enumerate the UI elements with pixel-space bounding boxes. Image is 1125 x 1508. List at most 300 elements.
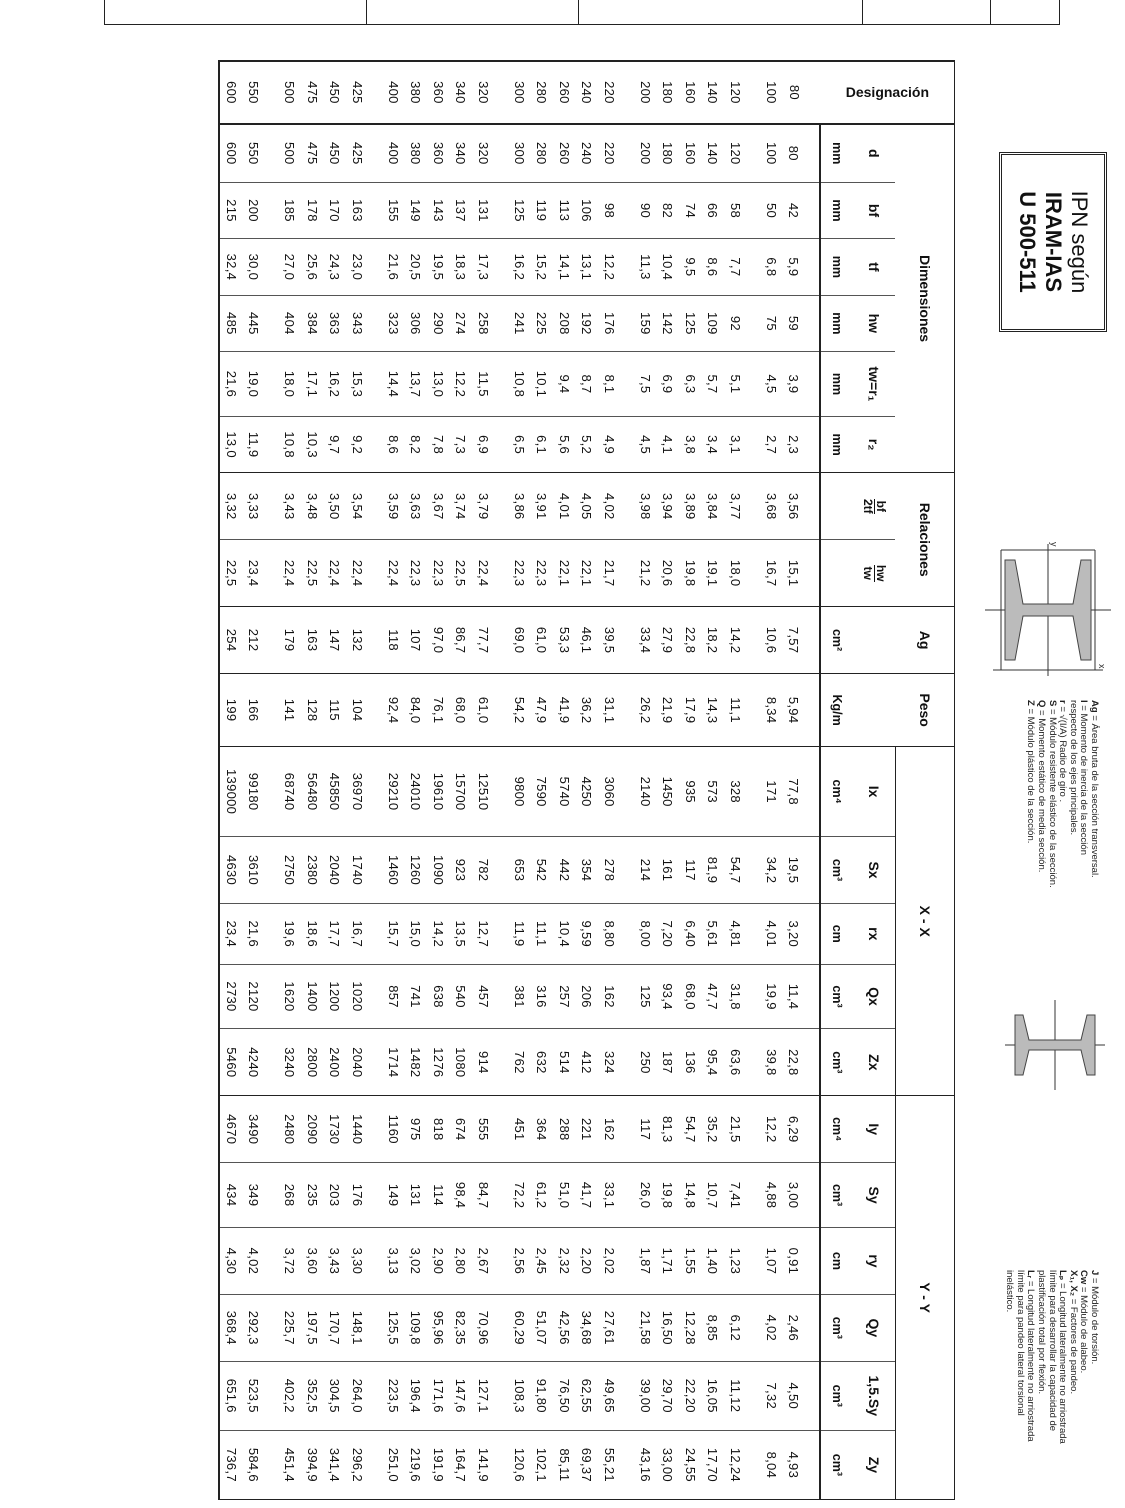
table-cell: 4250 (575, 747, 597, 837)
table-cell: 1482 (405, 1029, 427, 1096)
unit-header: cm⁴ (820, 1096, 853, 1163)
title-line-1: IPN según (1067, 190, 1092, 294)
table-cell: 3610 (242, 837, 278, 904)
table-cell: 2,56 (508, 1227, 530, 1294)
table-cell: 250 (634, 1029, 656, 1096)
table-cell: 9,59 (575, 903, 597, 964)
designation-cell: 140 (701, 61, 723, 124)
table-cell: 19,1 (701, 540, 723, 607)
table-cell: 3,30 (346, 1227, 382, 1294)
table-cell: 70,96 (472, 1294, 508, 1361)
table-cell: 3,60 (301, 1227, 323, 1294)
table-row (575, 61, 597, 1500)
table-cell: 93,4 (657, 964, 679, 1029)
dimensiones-header: Dimensiones (896, 124, 955, 473)
table-cell: 22,5 (450, 540, 472, 607)
table-cell: 19,5 (783, 837, 820, 904)
table-cell: 2730 (219, 964, 242, 1029)
table-cell: 340 (450, 124, 472, 183)
table-cell: 34,2 (760, 837, 782, 904)
table-cell: 550 (242, 124, 278, 183)
table-cell: 2090 (301, 1096, 323, 1163)
table-cell: 2140 (634, 747, 656, 837)
table-cell: 3,74 (450, 473, 472, 540)
title-line-2: IRAM-IAS (1041, 191, 1066, 293)
table-cell: 56480 (301, 747, 323, 837)
table-cell: 36,2 (575, 674, 597, 747)
table-cell: 139000 (219, 747, 242, 837)
table-cell: 555 (472, 1096, 508, 1163)
table-row (219, 61, 242, 1500)
table-cell: 72,2 (508, 1163, 530, 1228)
column-header: ry (853, 1227, 896, 1294)
table-cell: 290 (427, 295, 449, 351)
table-cell: 258 (472, 295, 508, 351)
table-cell: 540 (450, 964, 472, 1029)
table-cell: 161 (657, 837, 679, 904)
table-cell: 50 (760, 182, 782, 238)
table-cell: 1620 (279, 964, 301, 1029)
table-cell: 7590 (531, 747, 553, 837)
table-cell: 33,4 (634, 607, 656, 674)
table-cell: 3,79 (472, 473, 508, 540)
table-cell: 34,68 (575, 1294, 597, 1361)
table-row (346, 61, 382, 1500)
table-cell: 15,7 (382, 903, 404, 964)
table-cell: 14,1 (553, 239, 575, 295)
table-cell: 11,1 (531, 903, 553, 964)
table-row (701, 61, 723, 1500)
table-cell: 197,5 (301, 1294, 323, 1361)
table-cell: 9,5 (679, 239, 701, 295)
table-cell: 61,2 (531, 1163, 553, 1228)
table-cell: 178 (301, 182, 323, 238)
table-cell: 782 (472, 837, 508, 904)
table-cell: 27,61 (598, 1294, 634, 1361)
table-cell: 523,5 (242, 1361, 278, 1430)
table-cell: 6,5 (508, 416, 530, 472)
table-cell: 3,50 (324, 473, 346, 540)
table-cell: 106 (575, 182, 597, 238)
table-cell: 442 (553, 837, 575, 904)
table-cell: 352,5 (301, 1361, 323, 1430)
table-cell: 91,80 (531, 1361, 553, 1430)
column-header: bf 2tf (853, 473, 896, 540)
table-row (324, 61, 346, 1500)
designation-cell: 300 (508, 61, 530, 124)
table-cell: 354 (575, 837, 597, 904)
table-cell: 149 (382, 1163, 404, 1228)
table-cell: 206 (575, 964, 597, 1029)
table-cell: 2,45 (531, 1227, 553, 1294)
table-cell: 3,77 (724, 473, 760, 540)
table-cell: 80 (783, 124, 820, 183)
table-cell: 22,8 (679, 607, 701, 674)
table-cell: 14,4 (382, 352, 404, 417)
table-cell: 13,5 (450, 903, 472, 964)
table-cell: 24,55 (679, 1430, 701, 1499)
table-cell: 36970 (346, 747, 382, 837)
table-cell: 6,40 (679, 903, 701, 964)
table-cell: 187 (657, 1029, 679, 1096)
table-cell: 653 (508, 837, 530, 904)
table-cell: 349 (242, 1163, 278, 1228)
table-cell: 39,8 (760, 1029, 782, 1096)
table-cell: 3,00 (783, 1163, 820, 1228)
table-cell: 4,9 (598, 416, 634, 472)
table-cell: 260 (553, 124, 575, 183)
table-cell: 736,7 (219, 1430, 242, 1499)
legend-item: Lₚ = Longitud lateralmente no arriostrada (1057, 1270, 1069, 1444)
table-cell: 381 (508, 964, 530, 1029)
table-cell: 12510 (472, 747, 508, 837)
table-cell: 425 (346, 124, 382, 183)
table-row (531, 61, 553, 1500)
table-cell: 18,0 (279, 352, 301, 417)
table-cell: 21,58 (634, 1294, 656, 1361)
table-cell: 22,4 (279, 540, 301, 607)
table-cell: 54,2 (508, 674, 530, 747)
table-cell: 109 (701, 295, 723, 351)
table-cell: 17,70 (701, 1430, 723, 1499)
table-cell: 4,81 (724, 903, 760, 964)
table-cell: 22,5 (219, 540, 242, 607)
table-cell: 142 (657, 295, 679, 351)
table-cell: 125,5 (382, 1294, 404, 1361)
table-cell: 288 (553, 1096, 575, 1163)
table-cell: 155 (382, 182, 404, 238)
table-cell: 147,6 (450, 1361, 472, 1430)
table-cell: 54,7 (724, 837, 760, 904)
table-cell: 3,91 (531, 473, 553, 540)
table-cell: 215 (219, 182, 242, 238)
designation-cell: 200 (634, 61, 656, 124)
table-cell: 3,8 (679, 416, 701, 472)
table-cell: 23,4 (219, 903, 242, 964)
table-cell: 114 (427, 1163, 449, 1228)
designation-cell: 500 (279, 61, 301, 124)
table-cell: 22,3 (427, 540, 449, 607)
column-header: tw=r₁ (853, 352, 896, 417)
table-cell: 86,7 (450, 607, 472, 674)
table-cell: 4,02 (598, 473, 634, 540)
table-cell: 137 (450, 182, 472, 238)
table-cell: 14,3 (701, 674, 723, 747)
table-cell: 12,2 (598, 239, 634, 295)
table-cell: 1160 (382, 1096, 404, 1163)
table-cell: 220 (598, 124, 634, 183)
table-cell: 11,1 (724, 674, 760, 747)
unit-header: cm³ (820, 1294, 853, 1361)
table-cell: 8,1 (598, 352, 634, 417)
table-cell: 25,6 (301, 239, 323, 295)
table-cell: 81,3 (657, 1096, 679, 1163)
table-cell: 21,6 (219, 352, 242, 417)
table-cell: 141 (279, 674, 301, 747)
table-cell: 32,4 (219, 239, 242, 295)
table-cell: 47,7 (701, 964, 723, 1029)
column-header: rx (853, 903, 896, 964)
table-cell: 3,43 (279, 473, 301, 540)
table-cell: 68,0 (679, 964, 701, 1029)
table-cell: 31,8 (724, 964, 760, 1029)
table-cell: 7,3 (450, 416, 472, 472)
table-cell: 92 (724, 295, 760, 351)
table-cell: 21,9 (657, 674, 679, 747)
table-cell: 12,28 (679, 1294, 701, 1361)
table-cell: 280 (531, 124, 553, 183)
table-cell: 10,4 (657, 239, 679, 295)
table-cell: 914 (472, 1029, 508, 1096)
table-cell: 304,5 (324, 1361, 346, 1430)
table-cell: 115 (324, 674, 346, 747)
table-cell: 61,0 (472, 674, 508, 747)
unit-header: Kg/m (820, 674, 853, 747)
legend-item: inelástico. (1004, 1270, 1016, 1313)
legend-item: S = Módulo resistente elástico de la sección. (1046, 700, 1058, 888)
ipn-properties-table (218, 60, 955, 1500)
table-cell: 162 (598, 1096, 634, 1163)
column-header: 1,5.Sy (853, 1361, 896, 1430)
unit-header: cm (820, 903, 853, 964)
unit-header (820, 473, 853, 540)
ibeam-torsion-figure (1005, 1000, 1105, 1090)
table-cell: 221 (575, 1096, 597, 1163)
table-cell: 1260 (405, 837, 427, 904)
table-cell: 21,6 (242, 903, 278, 964)
table-cell: 22,20 (679, 1361, 701, 1430)
table-cell: 225,7 (279, 1294, 301, 1361)
unit-header: mm (820, 416, 853, 472)
table-cell: 363 (324, 295, 346, 351)
table-cell: 451,4 (279, 1430, 301, 1499)
table-cell: 166 (242, 674, 278, 747)
svg-text:y: y (1049, 542, 1059, 547)
table-cell: 2,90 (427, 1227, 449, 1294)
legend-item: Z = Módulo plástico de la sección. (1025, 700, 1037, 844)
table-cell: 3,32 (219, 473, 242, 540)
table-cell: 39,00 (634, 1361, 656, 1430)
column-header: Zy (853, 1430, 896, 1499)
table-cell: 3060 (598, 747, 634, 837)
table-cell: 16,2 (324, 352, 346, 417)
table-cell: 11,5 (472, 352, 508, 417)
table-cell: 26,0 (634, 1163, 656, 1228)
designation-cell: 340 (450, 61, 472, 124)
table-cell: 68,0 (450, 674, 472, 747)
table-cell: 2040 (346, 1029, 382, 1096)
table-cell: 9,4 (553, 352, 575, 417)
table-cell: 74 (679, 182, 701, 238)
table-cell: 412 (575, 1029, 597, 1096)
table-cell: 3,67 (427, 473, 449, 540)
table-cell: 49,65 (598, 1361, 634, 1430)
table-cell: 16,2 (508, 239, 530, 295)
table-cell: 15,0 (405, 903, 427, 964)
table-row (783, 61, 820, 1500)
table-cell: 27,9 (657, 607, 679, 674)
unit-header: cm³ (820, 1430, 853, 1499)
table-cell: 2380 (301, 837, 323, 904)
table-cell: 445 (242, 295, 278, 351)
table-cell: 1080 (450, 1029, 472, 1096)
table-cell: 23,0 (346, 239, 382, 295)
table-cell: 1,23 (724, 1227, 760, 1294)
table-cell: 4,05 (575, 473, 597, 540)
table-cell: 296,2 (346, 1430, 382, 1499)
table-cell: 18,6 (301, 903, 323, 964)
table-cell: 434 (219, 1163, 242, 1228)
table-cell: 5,9 (783, 239, 820, 295)
table-cell: 2,67 (472, 1227, 508, 1294)
table-cell: 97,0 (427, 607, 449, 674)
table-cell: 328 (724, 747, 760, 837)
table-cell: 13,7 (405, 352, 427, 417)
table-cell: 8,04 (760, 1430, 782, 1499)
designation-cell: 220 (598, 61, 634, 124)
table-cell: 3,86 (508, 473, 530, 540)
table-cell: 171 (760, 747, 782, 837)
table-cell: 584,6 (242, 1430, 278, 1499)
table-cell: 394,9 (301, 1430, 323, 1499)
table-cell: 1276 (427, 1029, 449, 1096)
column-header: bf (853, 182, 896, 238)
table-cell: 2,7 (760, 416, 782, 472)
table-cell: 45850 (324, 747, 346, 837)
unit-header (820, 540, 853, 607)
table-cell: 66 (701, 182, 723, 238)
table-cell: 192 (575, 295, 597, 351)
table-cell: 159 (634, 295, 656, 351)
table-cell: 84,0 (405, 674, 427, 747)
table-row (657, 61, 679, 1500)
table-cell: 200 (634, 124, 656, 183)
table-cell: 8,00 (634, 903, 656, 964)
table-cell: 17,1 (301, 352, 323, 417)
table-cell: 170 (324, 182, 346, 238)
table-cell: 600 (219, 124, 242, 183)
table-cell: 762 (508, 1029, 530, 1096)
table-cell: 5740 (553, 747, 575, 837)
table-row (301, 61, 323, 1500)
table-cell: 6,8 (760, 239, 782, 295)
table-cell: 2400 (324, 1029, 346, 1096)
table-row (279, 61, 301, 1500)
table-cell: 203 (324, 1163, 346, 1228)
table-cell: 2,3 (783, 416, 820, 472)
designation-cell: 260 (553, 61, 575, 124)
table-cell: 11,3 (634, 239, 656, 295)
table-cell: 69,37 (575, 1430, 597, 1499)
table-cell: 2,80 (450, 1227, 472, 1294)
table-cell: 1440 (346, 1096, 382, 1163)
column-header: Qy (853, 1294, 896, 1361)
table-cell: 8,7 (575, 352, 597, 417)
table-cell: 69,0 (508, 607, 530, 674)
table-cell: 1,07 (760, 1227, 782, 1294)
table-cell: 364 (531, 1096, 553, 1163)
table-cell: 118 (382, 607, 404, 674)
table-cell: 22,4 (382, 540, 404, 607)
table-cell: 58 (724, 182, 760, 238)
table-cell: 76,1 (427, 674, 449, 747)
unit-header: mm (820, 124, 853, 183)
table-cell: 3,59 (382, 473, 404, 540)
table-row (508, 61, 530, 1500)
table-cell: 10,8 (279, 416, 301, 472)
table-cell: 10,8 (508, 352, 530, 417)
table-cell: 26,2 (634, 674, 656, 747)
table-row (724, 61, 760, 1500)
table-cell: 235 (301, 1163, 323, 1228)
table-cell: 24,3 (324, 239, 346, 295)
table-cell: 200 (242, 182, 278, 238)
table-cell: 3,56 (783, 473, 820, 540)
yy-axis-header: Y - Y (896, 1096, 955, 1500)
designation-cell: 80 (783, 61, 820, 124)
table-cell: 128 (301, 674, 323, 747)
table-cell: 82,35 (450, 1294, 472, 1361)
table-cell: 163 (346, 182, 382, 238)
table-cell: 323 (382, 295, 404, 351)
table-cell: 29210 (382, 747, 404, 837)
column-header: Sx (853, 837, 896, 904)
table-cell: 741 (405, 964, 427, 1029)
column-header: Zx (853, 1029, 896, 1096)
table-cell: 240 (575, 124, 597, 183)
table-cell: 22,4 (346, 540, 382, 607)
legend-item: plastificación total por flexión. (1036, 1270, 1048, 1395)
table-cell: 2120 (242, 964, 278, 1029)
unit-header: mm (820, 182, 853, 238)
table-cell: 2,02 (598, 1227, 634, 1294)
table-cell: 42 (783, 182, 820, 238)
table-cell: 20,6 (657, 540, 679, 607)
table-cell: 225 (531, 295, 553, 351)
table-cell: 21,2 (634, 540, 656, 607)
table-cell: 9,7 (324, 416, 346, 472)
table-cell: 1,40 (701, 1227, 723, 1294)
table-cell: 17,3 (472, 239, 508, 295)
table-cell: 254 (219, 607, 242, 674)
table-cell: 18,3 (450, 239, 472, 295)
column-header: tf (853, 239, 896, 295)
table-cell: 1450 (657, 747, 679, 837)
table-row (242, 61, 278, 1500)
table-cell: 19610 (427, 747, 449, 837)
table-cell: 117 (679, 837, 701, 904)
table-cell: 77,8 (783, 747, 820, 837)
table-cell: 7,20 (657, 903, 679, 964)
table-cell: 3,48 (301, 473, 323, 540)
table-cell: 818 (427, 1096, 449, 1163)
designation-cell: 475 (301, 61, 323, 124)
table-cell: 306 (405, 295, 427, 351)
table-cell: 6,3 (679, 352, 701, 417)
table-cell: 384 (301, 295, 323, 351)
table-cell: 7,57 (783, 607, 820, 674)
table-cell: 15700 (450, 747, 472, 837)
table-cell: 199 (219, 674, 242, 747)
table-row (450, 61, 472, 1500)
table-cell: 141,9 (472, 1430, 508, 1499)
table-cell: 485 (219, 295, 242, 351)
table-cell: 76,50 (553, 1361, 575, 1430)
table-cell: 81,9 (701, 837, 723, 904)
table-cell: 160 (679, 124, 701, 183)
table-cell: 19,8 (657, 1163, 679, 1228)
table-cell: 9,2 (346, 416, 382, 472)
